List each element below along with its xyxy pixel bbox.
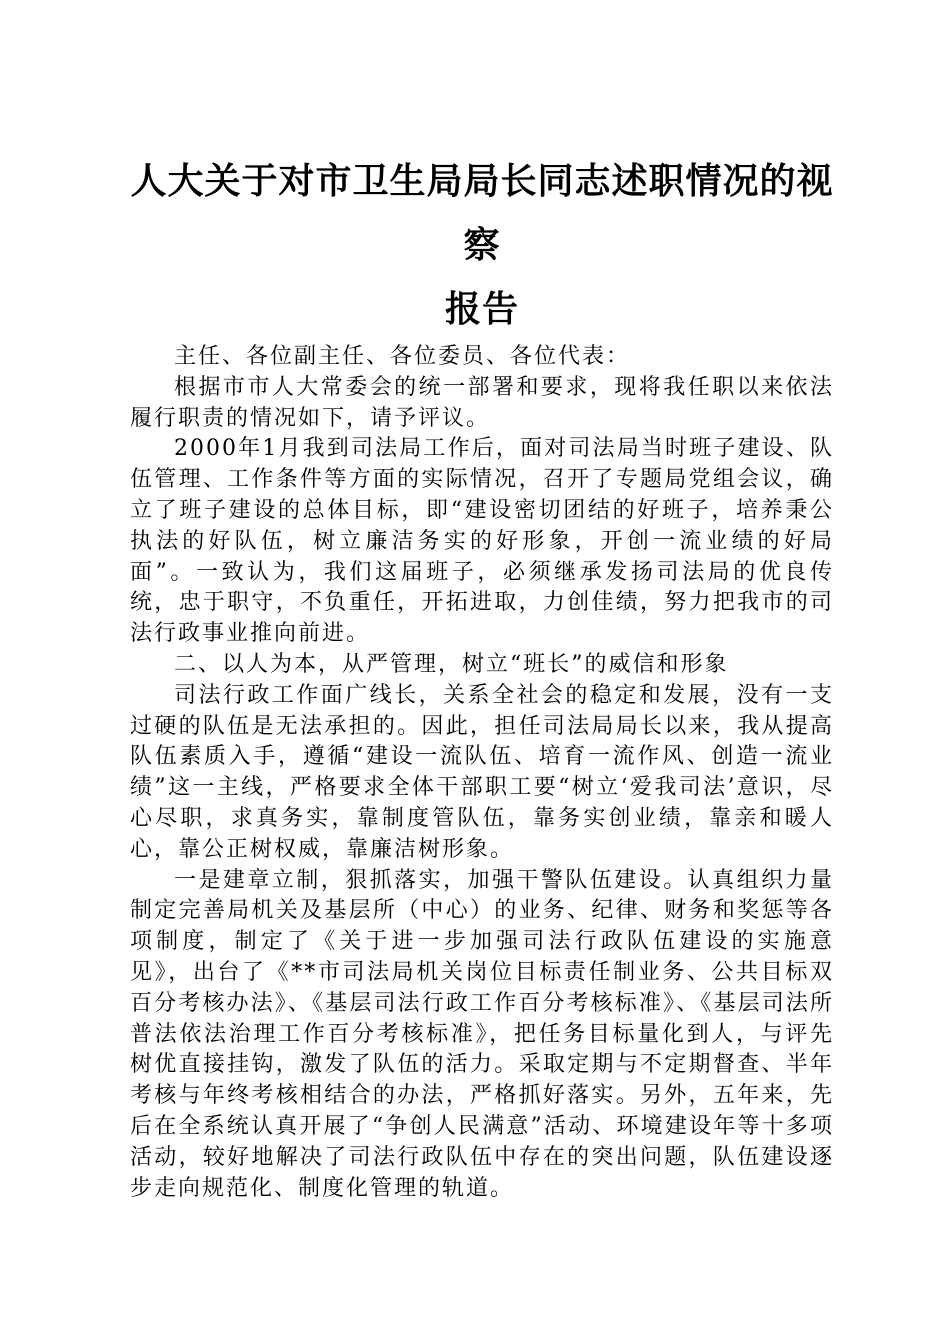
document-page (130, 0, 834, 1204)
salutation-paragraph: 主任、各位副主任、各位委员、各位代表： (174, 344, 631, 369)
section-heading: 二、以人为本，从严管理，树立“班长”的威信和形象 (174, 651, 729, 677)
body-paragraph: 2000年1月我到司法局工作后，面对司法局当时班子建设、队伍管理、工作条件等方面的实际情况，召开了专题局党组会议，确立了班子建设的总体目标，即“建设密切团结的好班子，培养秉公执法的好队伍，树立廉洁务实的好形象，开创一流业绩的好局面”。一致认为，我们这届班子，必须继承发扬司法局的优良传统，忠于职守，不负重任，开拓进取，力创佳绩，努力把我市的司法行政事业推向前进。 (130, 436, 834, 647)
body-paragraph: 司法行政工作面广线长，关系全社会的稳定和发展，没有一支过硬的队伍是无法承担的。因此，担任司法局局长以来，我从提高队伍素质入手，遵循“建设一流队伍、培育一流作风、创造一流业绩”这一主线，严格要求全体干部职工要“树立‘爱我司法’意识，尽心尽职，求真务实，靠制度管队伍，靠务实创业绩，靠亲和暖人心，靠公正树权威，靠廉洁树形象。 (130, 682, 834, 862)
document-title-line1: 人大关于对市卫生局局长同志述职情况的视察 (130, 161, 834, 266)
document-body (130, 342, 834, 1204)
intro-paragraph: 根据市市人大常委会的统一部署和要求，现将我任职以来依法履行职责的情况如下，请予评议。 (130, 374, 834, 431)
body-paragraph: 一是建章立制，狠抓落实，加强干警队伍建设。认真组织力量制定完善局机关及基层所（中心）的业务、纪律、财务和奖惩等各项制度，制定了《关于进一步加强司法行政队伍建设的实施意见》，出台了《**市司法局机关岗位目标责任制业务、公共目标双百分考核办法》、《基层司法行政工作百分考核标准》、《基层司法所普法依法治理工作百分考核标准》，把任务目标量化到人，与评先树优直接挂钩，激发了队伍的活力。采取定期与不定期督查、半年考核与年终考核相结合的办法，严格抓好落实。另外，五年来，先后在全系统认真开展了“争创人民满意”活动、环境建设年等十多项活动，较好地解决了司法行政队伍中存在的突出问题，队伍建设逐步走向规范化、制度化管理的轨道。 (130, 867, 834, 1201)
document-title-line2: 报告 (444, 289, 519, 330)
